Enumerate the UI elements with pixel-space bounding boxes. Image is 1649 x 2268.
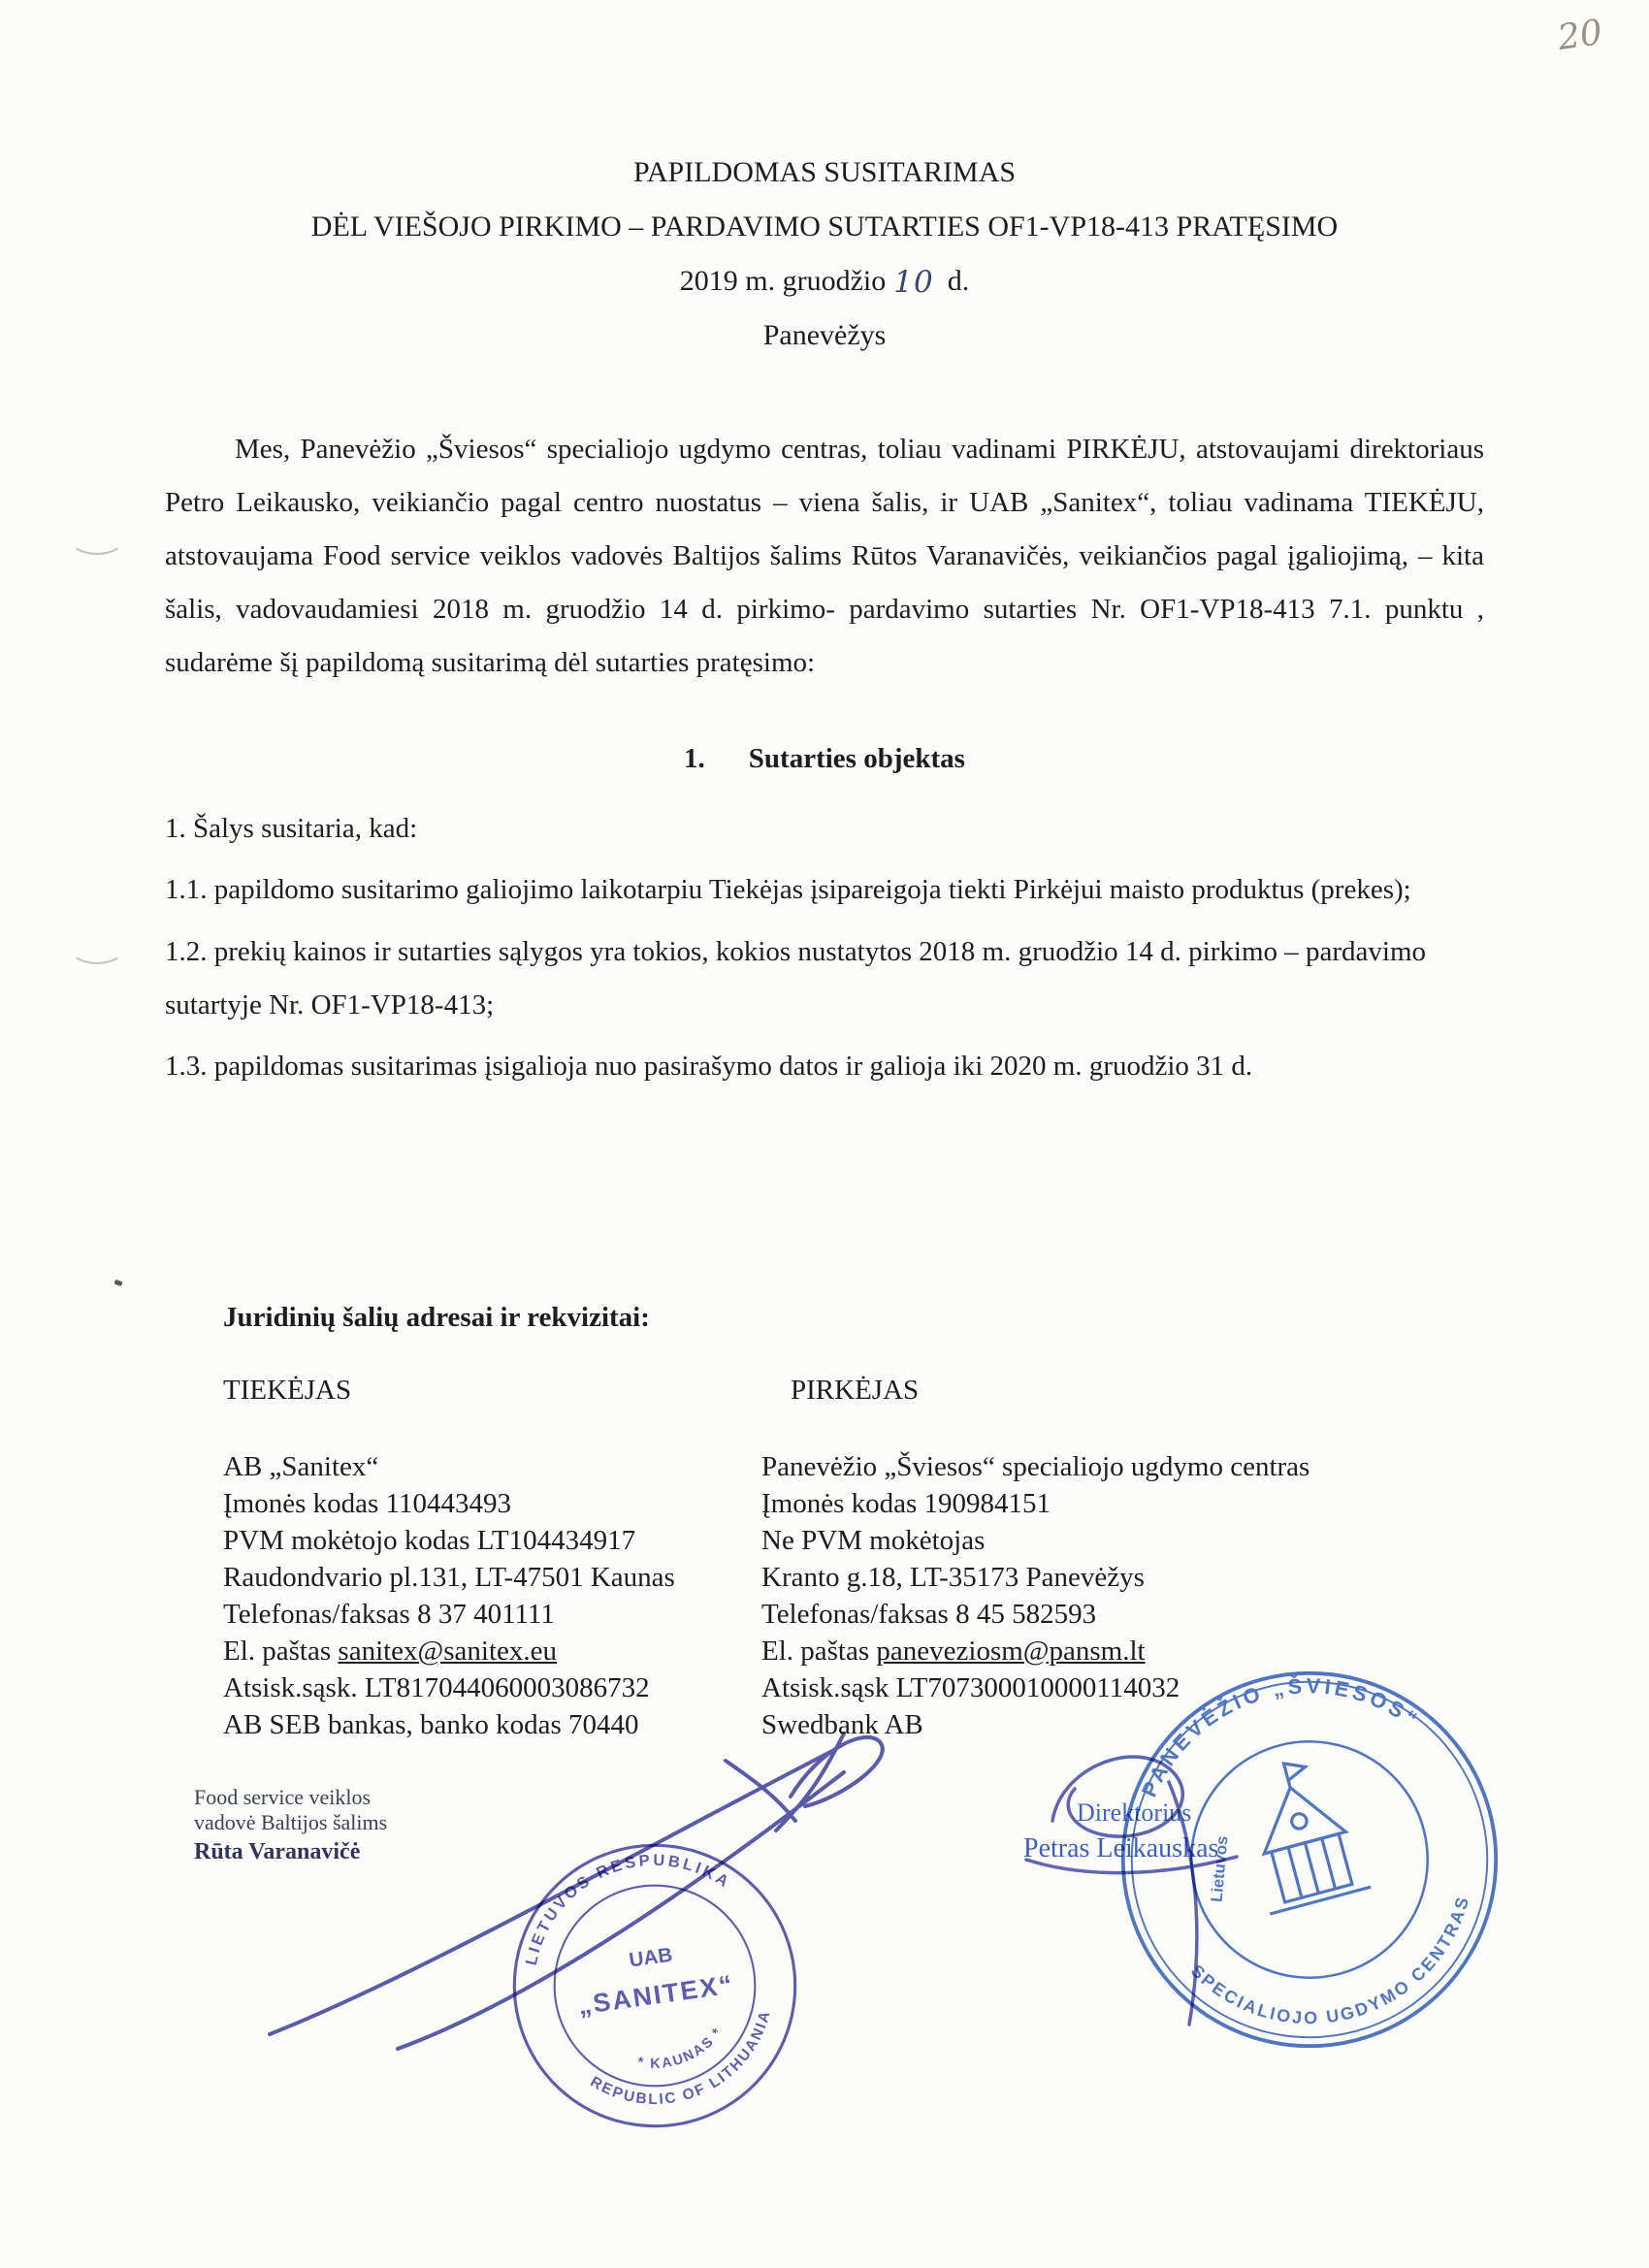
supplier-details bbox=[223, 1449, 761, 1744]
document-content bbox=[0, 146, 1649, 2214]
sanitex-stamp-center-name: „SANITEX“ bbox=[576, 1969, 736, 2021]
sanitex-stamp-ring-top: LIETUVOS RESPUBLIKA bbox=[521, 1850, 735, 1967]
section-1-heading bbox=[165, 743, 1484, 775]
supplier-signatory-title-1: Food service veiklos bbox=[194, 1784, 372, 1809]
supplier-address: Raudondvario pl.131, LT-47501 Kaunas bbox=[223, 1561, 675, 1593]
buyer-signatory-title: Direktorius bbox=[1077, 1798, 1192, 1827]
clause-1-1: 1.1. papildomo susitarimo galiojimo laikotarpiu Tiekėjas įsipareigoja tiekti Pirkėjui maisto produktus (prekes); bbox=[165, 874, 1411, 906]
buyer-vat-status: Ne PVM mokėtojas bbox=[761, 1524, 986, 1556]
document-title: PAPILDOMAS SUSITARIMAS bbox=[632, 156, 1017, 188]
date-suffix: d. bbox=[947, 265, 970, 297]
clause-intro: 1. Šalys susitaria, kad: bbox=[165, 813, 418, 845]
scan-artifact-arc bbox=[70, 524, 124, 555]
supplier-column bbox=[165, 1375, 761, 1744]
clause-1-3: 1.3. papildomas susitarimas įsigalioja nuo pasirašymo datos ir galioja iki 2020 m. gruodžio 31 d. bbox=[165, 1050, 1253, 1082]
supplier-email-line bbox=[223, 1634, 761, 1670]
buyer-company-code: Įmonės kodas 190984151 bbox=[761, 1487, 1051, 1519]
buyer-account: Atsisk.sąsk LT707300010000114032 bbox=[761, 1671, 1180, 1703]
buyer-email: paneveziosm@pansm.lt bbox=[876, 1635, 1146, 1667]
intro-paragraph: Mes, Panevėžio „Šviesos“ specialiojo ugdymo centras, toliau vadinami PIRKĖJU, atstovaujami direktoriaus Petro Leikausko, veikiančio pagal centro nuostatus – viena šalis, ir UAB „Sanitex“, toliau vadinama TIEKĖJU, atstovaujama Food service veiklos vadovės Baltijos šalims Rūtos Varanavičės, veikiančios pagal įgaliojimą, – kita šalis, vadovaudamiesi 2018 m. gruodžio 14 d. pirkimo- pardavimo sutarties Nr. OF1-VP18-413 7.1. punktu , sudarėme šį papildomą susitarimą dėl sutarties pratęsimo: bbox=[165, 433, 1484, 679]
supplier-signatory-name: Rūta Varanavičė bbox=[194, 1839, 361, 1865]
sanitex-stamp-inner-bottom: * KAUNAS * bbox=[635, 2024, 727, 2072]
supplier-signatory-title-2: vadovė Baltijos šalims bbox=[194, 1810, 388, 1835]
handwritten-day: 10 bbox=[893, 265, 934, 300]
emblem-columns bbox=[1288, 1838, 1336, 1897]
buyer-bank: Swedbank AB bbox=[761, 1708, 923, 1740]
clause-1-2: 1.2. prekių kainos ir sutarties sąlygos yra tokios, kokios nustatytos 2018 m. gruodžio 14 d. pirkimo – pardavimo sutartyje Nr. OF1-VP18-413; bbox=[165, 935, 1427, 1021]
svg-text:PANEVĖŽIO „ŠVIESOS“ bbox=[1117, 1661, 1429, 1805]
emblem-window bbox=[1290, 1812, 1309, 1831]
document-place: Panevėžys bbox=[762, 319, 887, 352]
document-date-line bbox=[165, 253, 1484, 308]
sanitex-stamp-center-uab: UAB bbox=[628, 1943, 674, 1972]
sanitex-stamp bbox=[504, 1835, 805, 2136]
school-stamp-ring-top: PANEVĖŽIO „ŠVIESOS“ bbox=[1136, 1672, 1425, 1800]
section-1-title: Sutarties objektas bbox=[748, 743, 965, 775]
section-1-number: 1. bbox=[684, 743, 705, 775]
emblem-flag bbox=[1283, 1758, 1309, 1787]
school-stamp-ring-bottom: SPECIALIOJO UGDYMO CENTRAS bbox=[1186, 1893, 1473, 2027]
buyer-phone: Telefonas/faksas 8 45 582593 bbox=[761, 1598, 1097, 1630]
buyer-name: Panevėžio „Šviesos“ specialiojo ugdymo centras bbox=[761, 1450, 1310, 1482]
date-prefix: 2019 m. gruodžio bbox=[679, 265, 887, 297]
supplier-account: Atsisk.sąsk. LT817044060003086732 bbox=[223, 1671, 650, 1703]
school-stamp-emblem bbox=[1233, 1750, 1371, 1914]
buyer-address: Kranto g.18, LT-35173 Panevėžys bbox=[761, 1561, 1145, 1593]
supplier-phone: Telefonas/faksas 8 37 401111 bbox=[223, 1598, 555, 1630]
document-header bbox=[165, 146, 1484, 363]
sanitex-stamp-ring-bottom: REPUBLIC OF LITHUANIA bbox=[587, 2007, 775, 2108]
supplier-company-code: Įmonės kodas 110443493 bbox=[223, 1487, 511, 1519]
buyer-signatory-name: Petras Leikauskas bbox=[1023, 1832, 1219, 1863]
supplier-email-label: El. paštas bbox=[223, 1635, 332, 1667]
requisites-heading: Juridinių šalių adresai ir rekvizitai: bbox=[223, 1301, 650, 1333]
document-subtitle: DĖL VIEŠOJO PIRKIMO – PARDAVIMO SUTARTIES OF1-VP18-413 PRATĘSIMO bbox=[310, 210, 1339, 243]
buyer-role: PIRKĖJAS bbox=[791, 1374, 920, 1406]
school-stamp bbox=[1111, 1661, 1508, 2058]
scan-artifact-arc bbox=[70, 933, 124, 964]
supplier-name: AB „Sanitex“ bbox=[223, 1450, 379, 1482]
school-stamp-side-text: Lietuvos bbox=[1207, 1834, 1232, 1903]
buyer-email-label: El. paštas bbox=[761, 1635, 870, 1667]
supplier-vat-code: PVM mokėtojo kodas LT104434917 bbox=[223, 1524, 636, 1556]
supplier-bank: AB SEB bankas, banko kodas 70440 bbox=[223, 1708, 639, 1740]
supplier-role: TIEKĖJAS bbox=[223, 1374, 352, 1406]
supplier-email: sanitex@sanitex.eu bbox=[338, 1635, 558, 1667]
svg-text:REPUBLIC OF LITHUANIA bbox=[584, 2002, 794, 2135]
handwritten-page-number: 20 bbox=[1555, 13, 1605, 58]
